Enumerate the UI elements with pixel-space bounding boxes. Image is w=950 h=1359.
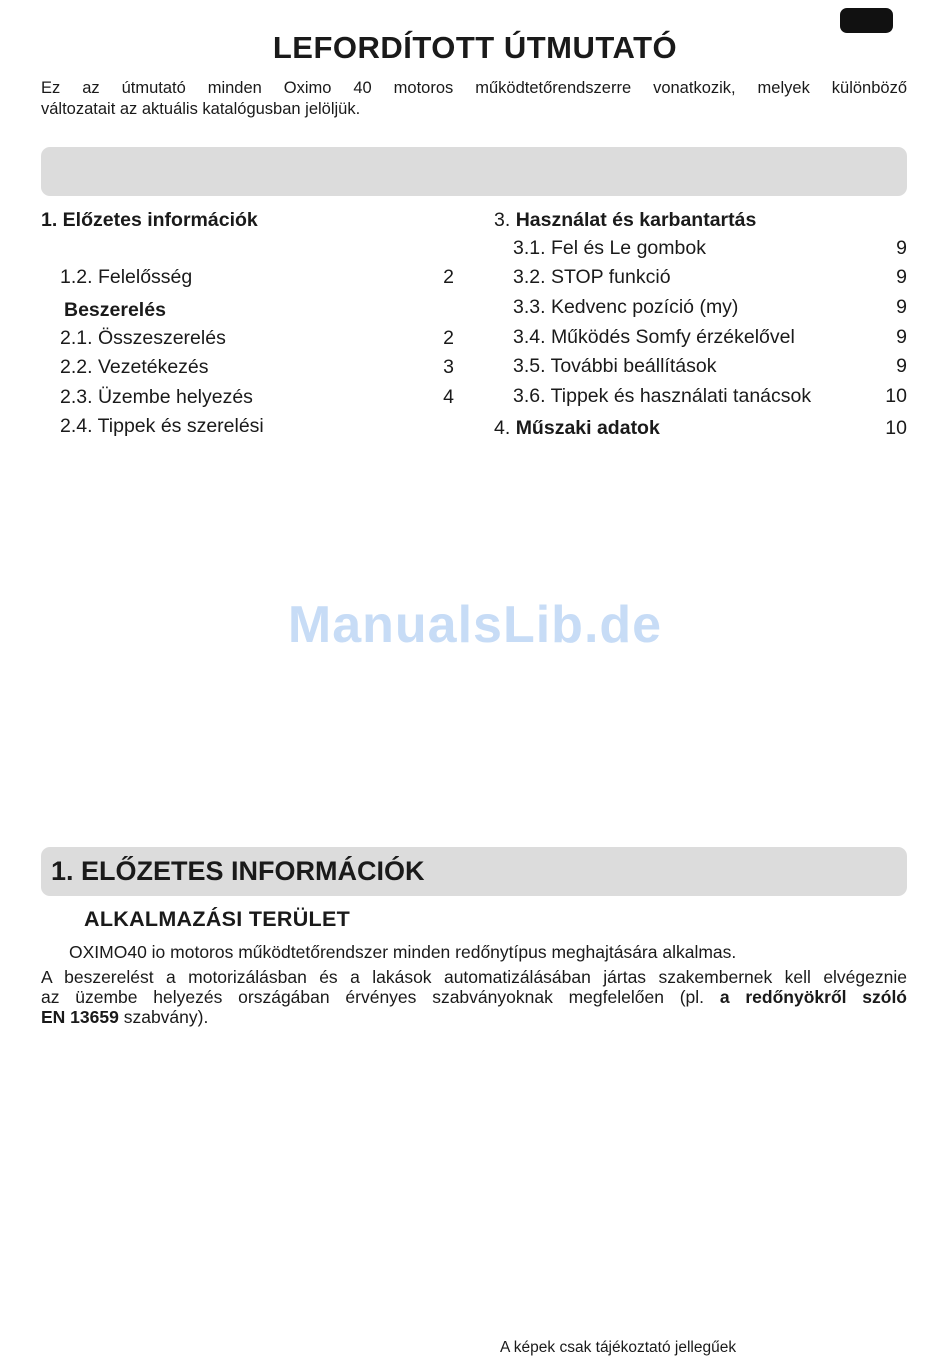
intro-line-2: változatait az aktuális katalógusban jelöljük. [41, 100, 361, 118]
intro-line-1: Ez az útmutató minden Oximo 40 motoros működtetőrendszerre vonatkozik, melyek különböző [41, 79, 907, 97]
toc-entry[interactable] [513, 294, 907, 320]
toc-entry[interactable] [60, 264, 454, 290]
toc-entry[interactable] [64, 297, 454, 323]
emphasis-text: a redőnyökről szóló [719, 987, 907, 1007]
toc-entry-number: 4. [494, 417, 511, 439]
toc-entry-page: 10 [885, 385, 907, 407]
toc-entry-page: 9 [896, 296, 907, 318]
toc-header-bar [41, 147, 907, 196]
toc-entry[interactable] [41, 207, 454, 233]
toc-entry-page: 9 [896, 355, 907, 377]
body-paragraph [41, 967, 907, 1027]
toc-entry-label: 2.3. Üzembe helyezés [60, 386, 253, 408]
toc-entry-page: 9 [896, 326, 907, 348]
section-header-bar [41, 847, 907, 896]
toc-entry[interactable] [513, 324, 907, 350]
body-text: az üzembe helyezés országában érvényes szabványoknak megfelelően (pl. [41, 987, 720, 1007]
toc-entry-label: 3.2. STOP funkció [513, 266, 671, 288]
emphasis-text: EN 13659 [41, 1007, 119, 1027]
toc-entry-label: Műszaki adatok [515, 417, 660, 439]
toc-entry-number: 3. [494, 209, 511, 231]
toc-entry-label: 3.4. Működés Somfy érzékelővel [513, 326, 795, 348]
toc-entry-label: 2.4. Tippek és szerelési [60, 415, 264, 437]
toc-entry[interactable] [60, 354, 454, 380]
toc-entry-page: 2 [443, 327, 454, 349]
toc-entry[interactable] [60, 384, 454, 410]
toc-entry[interactable] [494, 415, 907, 441]
toc-entry-page: 4 [443, 386, 454, 408]
toc-entry[interactable] [513, 383, 907, 409]
toc-entry-label: 2.2. Vezetékezés [60, 356, 209, 378]
toc-entry-page: 10 [885, 417, 907, 439]
toc-entry-label: 3.1. Fel és Le gombok [513, 237, 706, 259]
toc-entry-label: 3.3. Kedvenc pozíció (my) [513, 296, 739, 318]
toc-entry-page: 2 [443, 266, 454, 288]
body-line: A beszerelést a motorizálásban és a lakások automatizálásában jártas szakembernek kell elvégeznie [41, 967, 907, 987]
image-disclaimer: A képek csak tájékoztató jellegűek [500, 1339, 737, 1356]
toc-entry[interactable] [60, 413, 454, 439]
toc-entry-label: 1.2. Felelősség [60, 266, 193, 288]
toc-entry-page: 9 [896, 266, 907, 288]
toc-entry-label: 1. Előzetes információk [41, 209, 258, 231]
body-line [41, 1007, 208, 1027]
subsection-title: ALKALMAZÁSI TERÜLET [84, 907, 351, 931]
toc-entry-label: 2.1. Összeszerelés [60, 327, 226, 349]
body-line [41, 987, 907, 1007]
toc-entry[interactable] [513, 353, 907, 379]
toc-entry[interactable] [60, 325, 454, 351]
body-paragraph: OXIMO40 io motoros működtetőrendszer minden redőnytípus meghajtására alkalmas. [69, 942, 737, 962]
toc-entry-label: Beszerelés [64, 299, 166, 321]
toc-entry[interactable] [513, 235, 907, 261]
intro-paragraph [41, 78, 907, 120]
watermark: ManualsLib.de [287, 596, 663, 654]
toc-entry-page: 9 [896, 237, 907, 259]
toc-entry-label: Használat és karbantartás [515, 209, 757, 231]
toc-entry[interactable] [494, 207, 907, 233]
document-title: LEFORDÍTOTT ÚTMUTATÓ [272, 30, 678, 65]
toc-entry[interactable] [513, 264, 907, 290]
toc-entry-page: 3 [443, 356, 454, 378]
toc-entry-label: 3.5. További beállítások [513, 355, 717, 377]
section-title: 1. ELŐZETES INFORMÁCIÓK [51, 856, 425, 886]
body-text: szabvány). [118, 1007, 209, 1027]
toc-entry-label: 3.6. Tippek és használati tanácsok [513, 385, 812, 407]
